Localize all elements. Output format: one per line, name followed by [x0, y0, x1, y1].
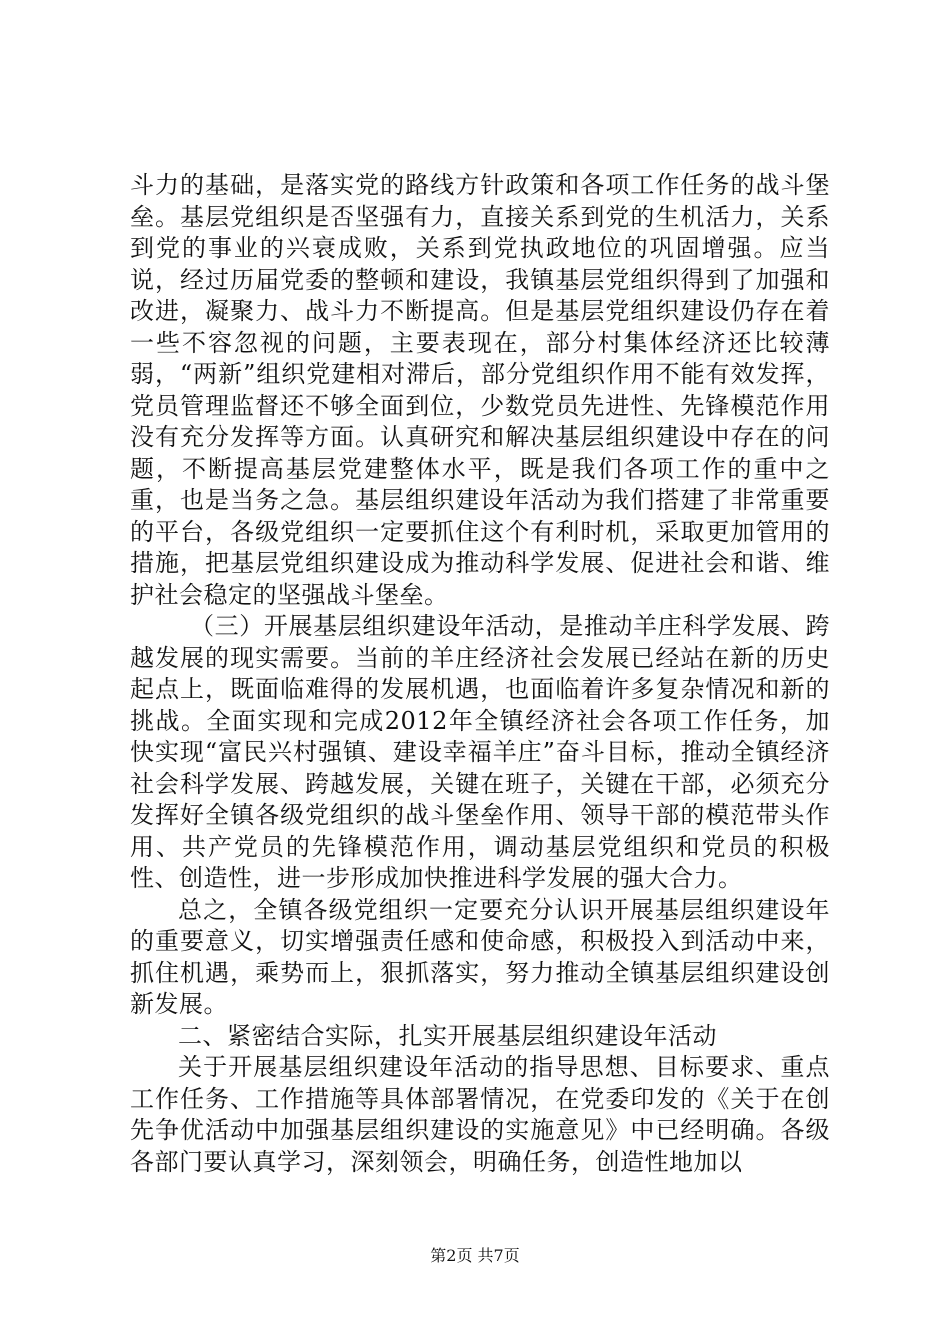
paragraph-summary: 总之，全镇各级党组织一定要充分认识开展基层组织建设年的重要意义，切实增强责任感和使命感，积极投入到活动中来，抓住机遇，乘势而上，狠抓落实，努力推动全镇基层组织建设创新发展。 — [130, 895, 830, 1018]
paragraph-section-three: （三）开展基层组织建设年活动，是推动羊庄科学发展、跨越发展的现实需要。当前的羊庄经济社会发展已经站在新的历史起点上，既面临难得的发展机遇，也面临着许多复杂情况和新的挑战。全面实现和完成2012年全镇经济社会各项工作任务，加快实现“富民兴村强镇、建设幸福羊庄”奋斗目标，推动全镇经济社会科学发展、跨越发展，关键在班子，关键在干部，必须充分发挥好全镇各级党组织的战斗堡垒作用、领导干部的模范带头作用、共产党员的先锋模范作用，调动基层党组织和党员的积极性、创造性，进一步形成加快推进科学发展的强大合力。 — [130, 612, 830, 892]
document-body — [130, 170, 830, 1178]
paragraph-deployment: 关于开展基层组织建设年活动的指导思想、目标要求、重点工作任务、工作措施等具体部署情况，在党委印发的《关于在创先争优活动中加强基层组织建设的实施意见》中已经明确。各级各部门要认真学习，深刻领会，明确任务，创造性地加以 — [130, 1053, 830, 1176]
paragraph-continuation: 斗力的基础，是落实党的路线方针政策和各项工作任务的战斗堡垒。基层党组织是否坚强有力，直接关系到党的生机活力，关系到党的事业的兴衰成败，关系到党执政地位的巩固增强。应当说，经过历届党委的整顿和建设，我镇基层党组织得到了加强和改进，凝聚力、战斗力不断提高。但是基层党组织建设仍存在着一些不容忽视的问题，主要表现在，部分村集体经济还比较薄弱，“两新”组织党建相对滞后，部分党组织作用不能有效发挥，党员管理监督还不够全面到位，少数党员先进性、先锋模范作用没有充分发挥等方面。认真研究和解决基层组织建设中存在的问题，不断提高基层党建整体水平，既是我们各项工作的重中之重，也是当务之急。基层组织建设年活动为我们搭建了非常重要的平台，各级党组织一定要抓住这个有利时机，采取更加管用的措施，把基层党组织建设成为推动科学发展、促进社会和谐、维护社会稳定的坚强战斗堡垒。 — [130, 171, 830, 609]
section-heading-two: 二、紧密结合实际，扎实开展基层组织建设年活动 — [178, 1021, 717, 1050]
page-number-footer: 第2页 共7页 — [430, 1246, 520, 1265]
